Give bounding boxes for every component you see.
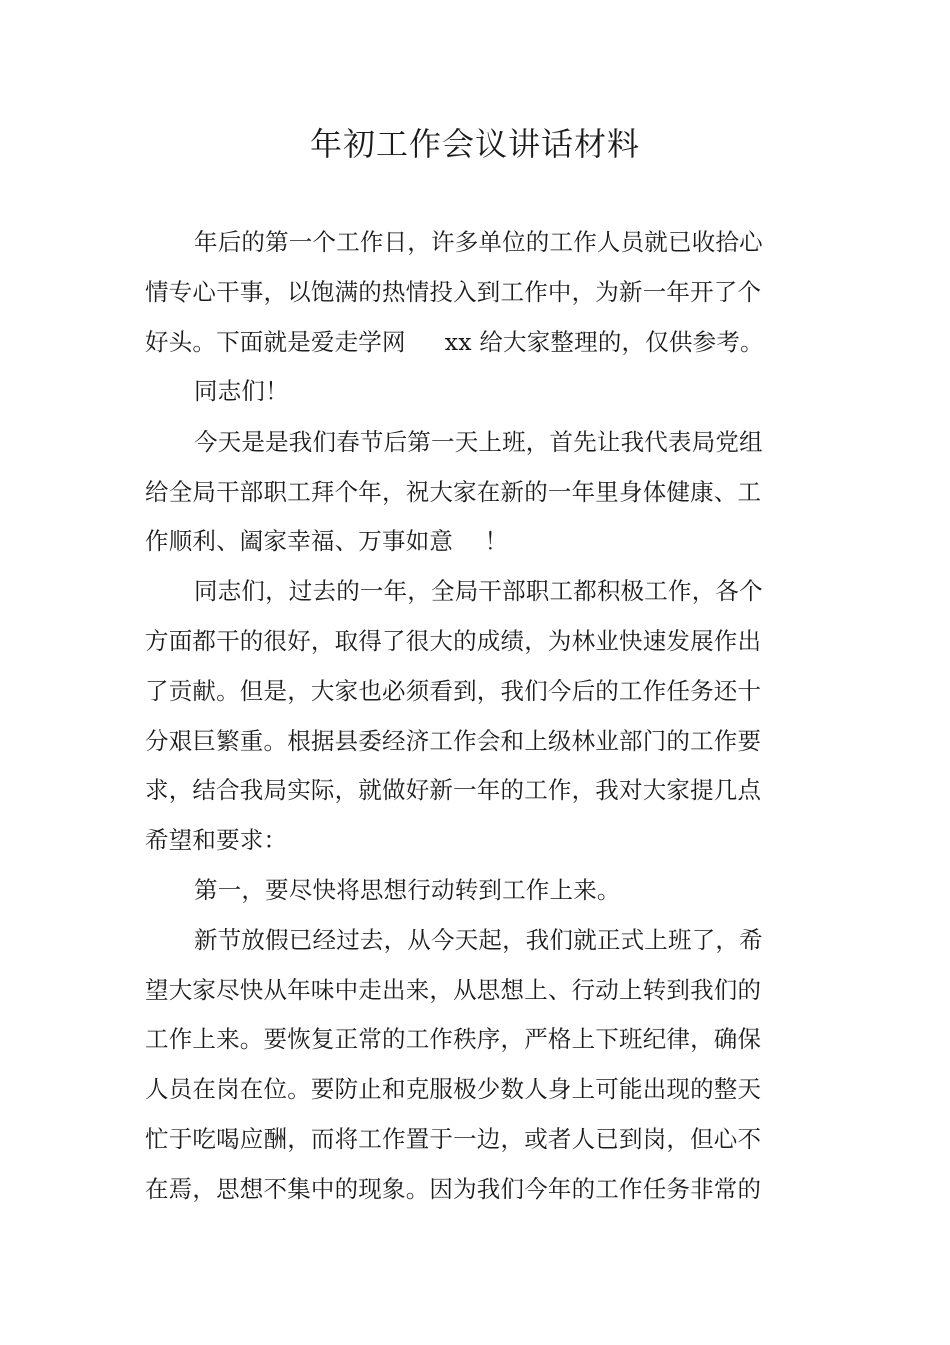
body-line: 同志们！	[194, 377, 289, 405]
body-line: 求，结合我局实际，就做好新一年的工作，我对大家提几点	[145, 776, 762, 804]
body-line: 忙于吃喝应酬，而将工作置于一边，或者人已到岗，但心不	[145, 1125, 762, 1153]
body-line: 人员在岗在位。要防止和克服极少数人身上可能出现的整天	[145, 1075, 762, 1103]
body-line: 新节放假已经过去，从今天起，我们就正式上班了，希	[194, 926, 763, 954]
body-line: 工作上来。要恢复正常的工作秩序，严格上下班纪律，确保	[145, 1025, 762, 1053]
body-line: 希望和要求：	[145, 826, 288, 854]
body-line: 望大家尽快从年味中走出来，从思想上、行动上转到我们的	[145, 976, 762, 1004]
body-line: 在焉，思想不集中的现象。因为我们今年的工作任务非常的	[145, 1175, 762, 1203]
body-line: 分艰巨繁重。根据县委经济工作会和上级林业部门的工作要	[145, 727, 762, 755]
body-line: 同志们，过去的一年，全局干部职工都积极工作，各个	[194, 577, 763, 605]
body-line: 作顺利、阖家幸福、万事如意 ！	[145, 527, 509, 555]
body-line: 年后的第一个工作日，许多单位的工作人员就已收拾心	[194, 228, 763, 256]
body-line: 给全局干部职工拜个年，祝大家在新的一年里身体健康、工	[145, 478, 762, 506]
body-line: 方面都干的很好，取得了很大的成绩，为林业快速发展作出	[145, 627, 762, 655]
body-line: 情专心干事，以饱满的热情投入到工作中，为新一年开了个	[145, 278, 762, 306]
body-line: 今天是是我们春节后第一天上班，首先让我代表局党组	[194, 428, 763, 456]
body-line: 好头。下面就是爱走学网 xx 给大家整理的，仅供参考。	[145, 328, 764, 356]
body-line: 了贡献。但是，大家也必须看到，我们今后的工作任务还十	[145, 677, 762, 705]
body-line: 第一，要尽快将思想行动转到工作上来。	[194, 876, 621, 904]
document-title: 年初工作会议讲话材料	[309, 125, 640, 163]
